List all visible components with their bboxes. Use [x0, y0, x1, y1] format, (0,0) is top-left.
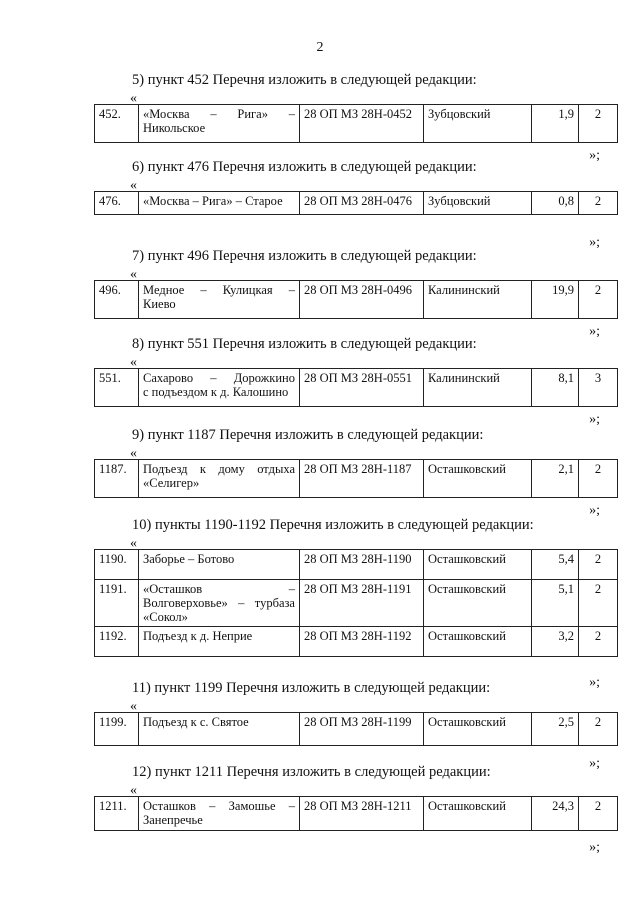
road-table [94, 549, 618, 657]
road-name-line: Волговерховье» – турбаза [143, 596, 295, 610]
amendment-heading: 11) пункт 1199 Перечня изложить в следующей редакции: [132, 680, 491, 696]
district-name: Осташковский [424, 550, 532, 580]
road-name [139, 580, 300, 627]
row-number: 1199. [95, 713, 139, 746]
road-length: 5,4 [532, 550, 579, 580]
road-name-line: Заборье – Ботово [143, 552, 235, 566]
road-category: 2 [579, 192, 618, 215]
table-row [95, 460, 618, 498]
road-id-code: 28 ОП МЗ 28Н-0452 [300, 105, 424, 143]
road-length: 24,3 [532, 797, 579, 831]
road-name-line: Киево [143, 297, 176, 311]
road-table [94, 712, 618, 746]
table-row [95, 192, 618, 215]
road-table [94, 104, 618, 143]
road-name [139, 192, 300, 215]
closing-quote: »; [589, 148, 600, 163]
road-table [94, 280, 618, 319]
road-id-code: 28 ОП МЗ 28Н-1191 [300, 580, 424, 627]
road-length: 1,9 [532, 105, 579, 143]
road-name [139, 105, 300, 143]
road-table [94, 796, 618, 831]
row-number: 1187. [95, 460, 139, 498]
road-name [139, 550, 300, 580]
road-table [94, 191, 618, 215]
road-category: 2 [579, 713, 618, 746]
road-length: 5,1 [532, 580, 579, 627]
closing-quote: »; [589, 412, 600, 427]
amendment-heading: 8) пункт 551 Перечня изложить в следующей редакции: [132, 336, 477, 352]
road-id-code: 28 ОП МЗ 28Н-1187 [300, 460, 424, 498]
table-row [95, 627, 618, 657]
road-length: 2,5 [532, 713, 579, 746]
closing-quote: »; [589, 840, 600, 855]
road-name-line: с подъездом к д. Калошино [143, 385, 289, 399]
district-name: Зубцовский [424, 105, 532, 143]
road-name [139, 713, 300, 746]
amendment-heading: 12) пункт 1211 Перечня изложить в следующей редакции: [132, 764, 491, 780]
road-name [139, 281, 300, 319]
closing-quote: »; [589, 503, 600, 518]
road-name [139, 627, 300, 657]
road-name [139, 369, 300, 407]
row-number: 1190. [95, 550, 139, 580]
road-name-line: «Москва – Рига» – [143, 107, 295, 121]
closing-quote: »; [589, 756, 600, 771]
road-name-line: Медное – Кулицкая – [143, 283, 295, 297]
road-name [139, 797, 300, 831]
closing-quote: »; [589, 675, 600, 690]
road-name-line: «Осташков – [143, 582, 295, 596]
road-name-line: Подъезд к с. Святое [143, 715, 249, 729]
opening-quote: « [130, 178, 137, 193]
road-id-code: 28 ОП МЗ 28Н-0551 [300, 369, 424, 407]
opening-quote: « [130, 783, 137, 798]
road-category: 2 [579, 580, 618, 627]
table-row [95, 281, 618, 319]
road-category: 3 [579, 369, 618, 407]
road-name-line: «Сокол» [143, 610, 188, 624]
road-category: 2 [579, 550, 618, 580]
amendment-heading: 10) пункты 1190-1192 Перечня изложить в следующей редакции: [132, 517, 534, 533]
row-number: 1191. [95, 580, 139, 627]
table-row [95, 550, 618, 580]
table-row [95, 369, 618, 407]
row-number: 476. [95, 192, 139, 215]
district-name: Осташковский [424, 627, 532, 657]
district-name: Зубцовский [424, 192, 532, 215]
district-name: Калининский [424, 281, 532, 319]
road-name-line: Подъезд к дому отдыха [143, 462, 295, 476]
table-row [95, 580, 618, 627]
road-id-code: 28 ОП МЗ 28Н-1199 [300, 713, 424, 746]
road-id-code: 28 ОП МЗ 28Н-0496 [300, 281, 424, 319]
road-category: 2 [579, 460, 618, 498]
opening-quote: « [130, 699, 137, 714]
opening-quote: « [130, 267, 137, 282]
road-category: 2 [579, 281, 618, 319]
road-id-code: 28 ОП МЗ 28Н-1192 [300, 627, 424, 657]
road-category: 2 [579, 105, 618, 143]
closing-quote: »; [589, 235, 600, 250]
row-number: 551. [95, 369, 139, 407]
district-name: Осташковский [424, 713, 532, 746]
amendment-heading: 6) пункт 476 Перечня изложить в следующей редакции: [132, 159, 477, 175]
road-length: 19,9 [532, 281, 579, 319]
row-number: 1192. [95, 627, 139, 657]
road-length: 8,1 [532, 369, 579, 407]
district-name: Осташковский [424, 580, 532, 627]
road-name-line: Сахарово – Дорожкино [143, 371, 295, 385]
opening-quote: « [130, 91, 137, 106]
road-length: 3,2 [532, 627, 579, 657]
row-number: 1211. [95, 797, 139, 831]
table-row [95, 797, 618, 831]
road-id-code: 28 ОП МЗ 28Н-1211 [300, 797, 424, 831]
road-name-line: Подъезд к д. Неприе [143, 629, 253, 643]
opening-quote: « [130, 355, 137, 370]
table-row [95, 713, 618, 746]
road-id-code: 28 ОП МЗ 28Н-1190 [300, 550, 424, 580]
road-name-line: «Москва – Рига» – Старое [143, 194, 283, 208]
road-name-line: «Селигер» [143, 476, 200, 490]
closing-quote: »; [589, 324, 600, 339]
amendment-heading: 7) пункт 496 Перечня изложить в следующей редакции: [132, 248, 477, 264]
amendment-heading: 5) пункт 452 Перечня изложить в следующей редакции: [132, 72, 477, 88]
road-name-line: Занепречье [143, 813, 203, 827]
road-table [94, 368, 618, 407]
road-length: 2,1 [532, 460, 579, 498]
district-name: Осташковский [424, 797, 532, 831]
road-category: 2 [579, 627, 618, 657]
road-category: 2 [579, 797, 618, 831]
road-length: 0,8 [532, 192, 579, 215]
road-name-line: Осташков – Замошье – [143, 799, 295, 813]
opening-quote: « [130, 536, 137, 551]
opening-quote: « [130, 446, 137, 461]
row-number: 452. [95, 105, 139, 143]
road-name [139, 460, 300, 498]
road-name-line: Никольское [143, 121, 206, 135]
page-number: 2 [316, 40, 324, 55]
road-id-code: 28 ОП МЗ 28Н-0476 [300, 192, 424, 215]
table-row [95, 105, 618, 143]
district-name: Осташковский [424, 460, 532, 498]
district-name: Калининский [424, 369, 532, 407]
row-number: 496. [95, 281, 139, 319]
road-table [94, 459, 618, 498]
amendment-heading: 9) пункт 1187 Перечня изложить в следующей редакции: [132, 427, 484, 443]
